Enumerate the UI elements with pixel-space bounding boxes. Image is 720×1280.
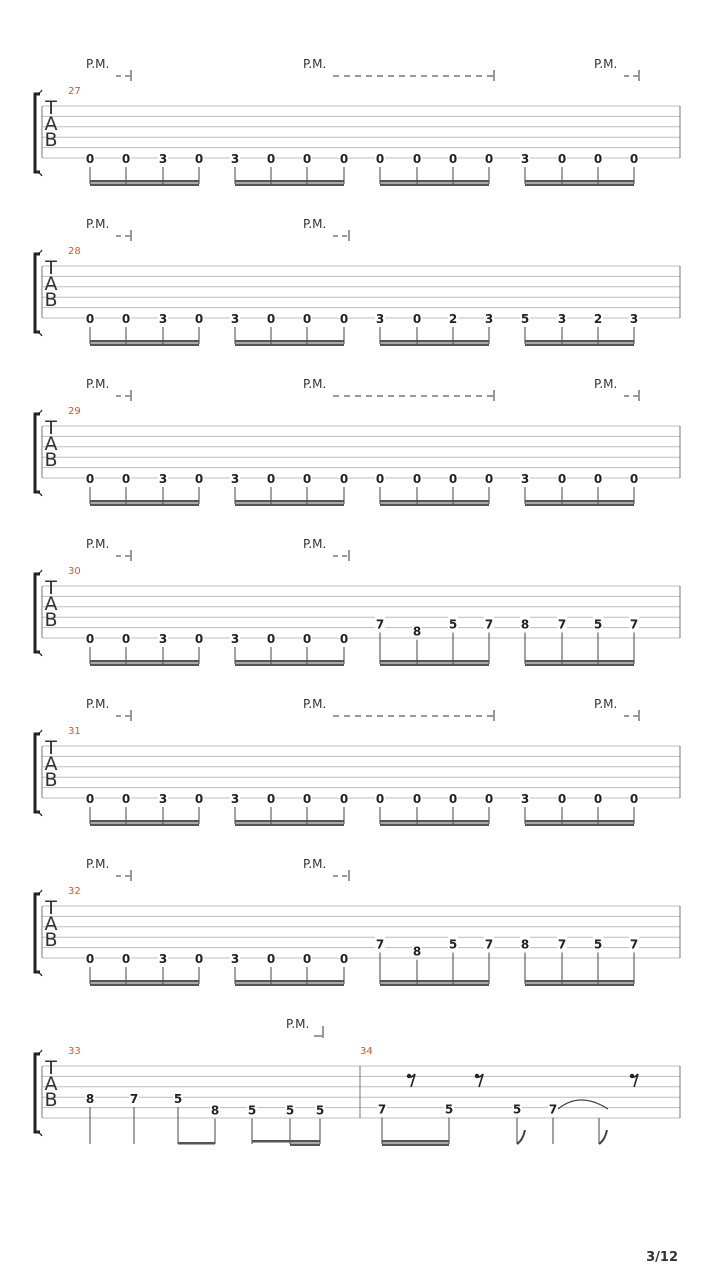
fret-number: 0 [629,472,639,486]
fret-number: 0 [593,792,603,806]
fret-number: 0 [121,632,131,646]
beam [235,344,344,347]
fret-number: 0 [557,792,567,806]
tab-clef-letter: T [45,1057,57,1079]
fret-number: 0 [339,312,349,326]
tab-clef-letter: T [45,97,57,119]
beam [235,180,344,183]
tab-clef-letter: B [44,449,58,471]
tab-clef [44,737,57,791]
fret-number: 8 [412,944,422,959]
beam [380,180,489,183]
fret-number: 3 [158,152,168,166]
tab-clef-letter: B [44,929,58,951]
fret-number: 0 [593,472,603,486]
fret-number: 0 [121,152,131,166]
beam [235,824,344,827]
beam [380,660,489,663]
beam [90,660,199,663]
palm-mute [594,697,639,721]
palm-mute-label: P.M. [594,377,618,391]
eighth-rest-icon [475,1074,483,1087]
fret-number: 0 [85,952,95,966]
system-bracket [35,414,40,492]
measure-number: 27 [68,86,81,97]
measure-number: 32 [68,886,81,897]
fret-number: 7 [129,1092,139,1107]
fret-number: 3 [520,472,530,486]
tab-clef-letter: T [45,257,57,279]
beam [90,820,199,823]
palm-mute-label: P.M. [86,217,110,231]
palm-mute [86,57,131,81]
tab-system [34,57,680,186]
fret-number: 7 [375,937,385,952]
beam [235,500,344,503]
palm-mute [303,377,494,401]
fret-number: 0 [412,152,422,166]
fret-number: 0 [266,792,276,806]
beam [525,180,634,183]
tab-clef [44,577,57,631]
fret-number: 0 [266,312,276,326]
beam [235,340,344,343]
beam [235,184,344,187]
palm-mute [86,537,131,561]
tab-clef-letter: B [44,609,58,631]
beam [90,984,199,987]
fret-number: 3 [520,152,530,166]
palm-mute [594,57,639,81]
beam [90,184,199,187]
fret-number: 7 [548,1102,558,1117]
system-bracket [35,94,40,172]
beam [380,504,489,507]
fret-number: 5 [315,1103,325,1118]
beam [90,340,199,343]
beam [235,820,344,823]
fret-number: 3 [230,632,240,646]
palm-mute [86,857,131,881]
tab-clef-letter: A [44,113,58,135]
palm-mute-label: P.M. [86,377,110,391]
beam [235,660,344,663]
palm-mute-label: P.M. [594,57,618,71]
beam [90,180,199,183]
palm-mute-label: P.M. [303,57,327,71]
beam [525,504,634,507]
fret-number: 0 [121,312,131,326]
fret-number: 0 [375,152,385,166]
tab-clef-letter: T [45,577,57,599]
beam [235,504,344,507]
tab-system [34,217,680,346]
beam [525,500,634,503]
fret-number: 3 [375,312,385,326]
beam [380,984,489,987]
fret-number: 7 [484,937,494,952]
fret-number: 3 [557,312,567,326]
fret-number: 0 [266,952,276,966]
fret-number: 8 [520,937,530,952]
fret-number: 0 [412,472,422,486]
fret-number: 5 [448,937,458,952]
fret-number: 0 [194,152,204,166]
measure-number: 31 [68,726,81,737]
beam [90,344,199,347]
beam [525,824,634,827]
fret-number: 0 [85,472,95,486]
palm-mute-label: P.M. [86,857,110,871]
measure-number: 33 [68,1046,81,1057]
beam [525,980,634,983]
tab-clef-letter: A [44,273,58,295]
beam [525,344,634,347]
fret-number: 0 [194,792,204,806]
system-bracket [35,734,40,812]
beam [525,660,634,663]
system-bracket [35,574,40,652]
palm-mute-label: P.M. [303,857,327,871]
fret-number: 0 [339,472,349,486]
tab-clef [44,257,57,311]
fret-number: 0 [375,792,385,806]
beam [525,184,634,187]
fret-number: 5 [173,1092,183,1107]
fret-number: 2 [593,312,603,326]
measure-number: 34 [360,1046,373,1057]
fret-number: 0 [266,472,276,486]
fret-number: 0 [448,472,458,486]
tab-clef-letter: A [44,1073,58,1095]
palm-mute-label: P.M. [303,377,327,391]
fret-number: 8 [412,624,422,639]
fret-number: 3 [158,792,168,806]
beam [525,664,634,667]
fret-number: 8 [520,617,530,632]
palm-mute-label: P.M. [86,697,110,711]
fret-number: 0 [266,152,276,166]
beam [290,1144,320,1147]
tab-clef-letter: T [45,737,57,759]
fret-number: 0 [557,472,567,486]
fret-number: 0 [593,152,603,166]
palm-mute-label: P.M. [286,1017,310,1031]
fret-number: 3 [484,312,494,326]
fret-number: 0 [85,312,95,326]
fret-number: 0 [194,952,204,966]
fret-number: 0 [448,152,458,166]
fret-number: 0 [339,792,349,806]
fret-number: 0 [484,152,494,166]
tab-clef-letter: A [44,593,58,615]
palm-mute [594,377,639,401]
tab-clef-letter: B [44,289,58,311]
beam [235,984,344,987]
palm-mute-label: P.M. [303,697,327,711]
measure-number: 28 [68,246,81,257]
fret-number: 0 [484,792,494,806]
system-bracket [35,1054,40,1132]
measure-number: 30 [68,566,81,577]
fret-number: 7 [377,1102,387,1117]
fret-number: 3 [230,312,240,326]
fret-number: 2 [448,312,458,326]
fret-number: 3 [629,312,639,326]
beam [380,664,489,667]
fret-number: 0 [121,952,131,966]
fret-number: 0 [302,312,312,326]
fret-number: 0 [339,632,349,646]
palm-mute [303,537,349,561]
note-flag [599,1130,607,1144]
fret-number: 0 [194,472,204,486]
fret-number: 7 [375,617,385,632]
fret-number: 0 [557,152,567,166]
system-bracket [35,894,40,972]
fret-number: 3 [158,632,168,646]
fret-number: 0 [85,792,95,806]
fret-number: 3 [230,152,240,166]
fret-number: 0 [484,472,494,486]
beam [525,984,634,987]
beam [90,500,199,503]
tab-clef-letter: B [44,769,58,791]
fret-number: 0 [85,632,95,646]
tab-clef [44,417,57,471]
fret-number: 0 [266,632,276,646]
fret-number: 0 [412,312,422,326]
fret-number: 5 [285,1103,295,1118]
tab-clef-letter: B [44,1089,58,1111]
fret-number: 7 [629,617,639,632]
fret-number: 5 [444,1102,454,1117]
fret-number: 0 [412,792,422,806]
fret-number: 7 [629,937,639,952]
system-bracket [35,254,40,332]
fret-number: 3 [230,952,240,966]
palm-mute [303,857,349,881]
beam [525,340,634,343]
palm-mute [86,377,131,401]
fret-number: 5 [512,1102,522,1117]
measure-number: 29 [68,406,81,417]
beam [382,1144,449,1147]
fret-number: 0 [629,792,639,806]
tab-system [34,1017,680,1146]
palm-mute-label: P.M. [86,537,110,551]
beam [525,820,634,823]
palm-mute [303,697,494,721]
eighth-rest-icon [630,1074,638,1087]
fret-number: 0 [448,792,458,806]
fret-number: 0 [375,472,385,486]
fret-number: 0 [302,152,312,166]
palm-mute [86,217,131,241]
fret-number: 0 [302,632,312,646]
fret-number: 5 [247,1103,257,1118]
tab-clef [44,1057,57,1111]
tab-system [34,377,680,506]
beam [235,664,344,667]
palm-mute-label: P.M. [86,57,110,71]
palm-mute-label: P.M. [594,697,618,711]
beam [380,344,489,347]
beam [90,824,199,827]
note-flag [517,1130,525,1144]
fret-number: 7 [557,617,567,632]
beam [380,340,489,343]
fret-number: 3 [230,472,240,486]
palm-mute [286,1017,323,1038]
tab-clef [44,97,57,151]
fret-number: 0 [339,152,349,166]
tab-clef-letter: A [44,913,58,935]
beam [178,1142,215,1145]
tab-system [34,697,680,826]
palm-mute-label: P.M. [303,537,327,551]
fret-number: 3 [520,792,530,806]
fret-number: 5 [593,937,603,952]
fret-number: 0 [302,792,312,806]
palm-mute [303,217,349,241]
fret-number: 0 [302,472,312,486]
fret-number: 8 [210,1103,220,1118]
beam [380,184,489,187]
tab-clef-letter: T [45,417,57,439]
beam [90,504,199,507]
fret-number: 0 [629,152,639,166]
fret-number: 7 [557,937,567,952]
page-number: 3/12 [646,1250,678,1265]
fret-number: 0 [194,312,204,326]
fret-number: 3 [158,952,168,966]
beam [252,1140,320,1143]
palm-mute-label: P.M. [303,217,327,231]
beam [235,980,344,983]
fret-number: 5 [520,312,530,326]
tab-clef-letter: T [45,897,57,919]
eighth-rest-icon [407,1074,415,1087]
fret-number: 7 [484,617,494,632]
fret-number: 3 [158,312,168,326]
beam [382,1140,449,1143]
fret-number: 8 [85,1092,95,1107]
fret-number: 0 [85,152,95,166]
beam [380,980,489,983]
tab-clef-letter: B [44,129,58,151]
beam [380,824,489,827]
fret-number: 3 [158,472,168,486]
fret-number: 3 [230,792,240,806]
fret-number: 0 [121,792,131,806]
fret-number: 0 [339,952,349,966]
beam [90,980,199,983]
tab-clef [44,897,57,951]
beam [380,500,489,503]
beam [90,664,199,667]
palm-mute [303,57,494,81]
fret-number: 0 [302,952,312,966]
fret-number: 5 [448,617,458,632]
tab-clef-letter: A [44,753,58,775]
fret-number: 0 [194,632,204,646]
palm-mute [86,697,131,721]
tab-system [34,537,680,666]
tab-system [34,857,680,986]
fret-number: 5 [593,617,603,632]
beam [380,820,489,823]
tab-clef-letter: A [44,433,58,455]
fret-number: 0 [121,472,131,486]
